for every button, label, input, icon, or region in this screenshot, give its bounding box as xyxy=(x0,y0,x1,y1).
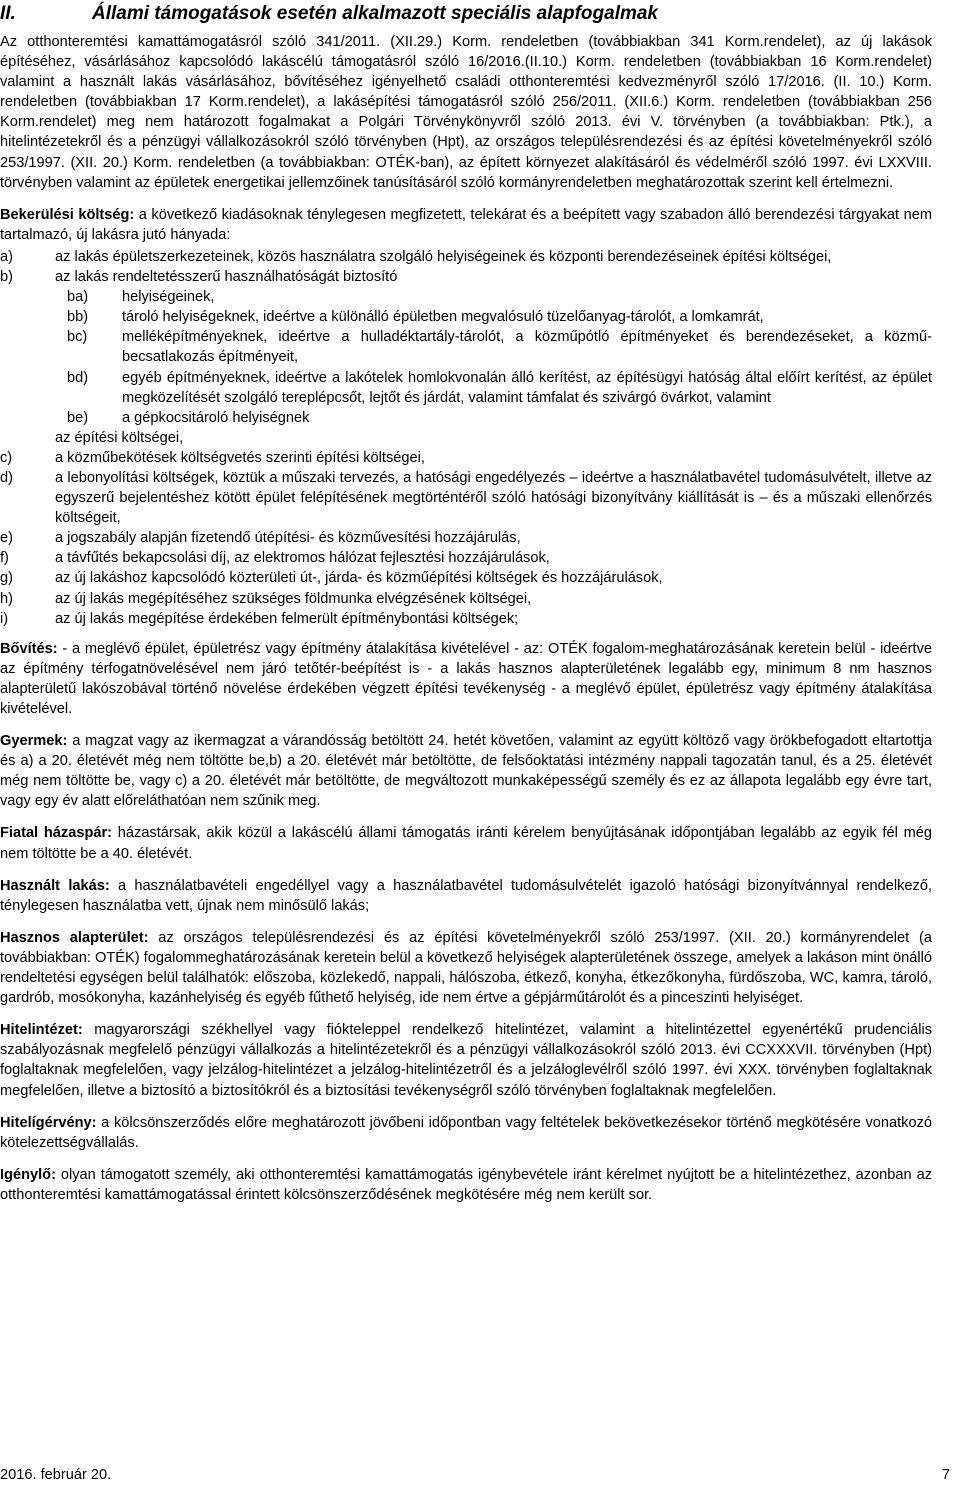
definition-text: a magzat vagy az ikermagzat a várandósság betöltött 24. hetét követően, valamint az együtt költöző vagy örökbefogadott eltartottja és a) a 20. életévét még nem töltötte be,b) a 20. életévét már betöltötte, de felsőoktatási intézmény nappali tagozatán tanul, és a 25. életévét még nem töltötte be, vagy c) a 20. életévét már betöltötte, de megváltozott munkaképességű személy és ez az állapota legalább egy évre tart, vagy egy év alatt előreláthatóan nem szűnik meg. xyxy=(0,733,932,810)
sub-list xyxy=(67,287,932,428)
document-body xyxy=(0,32,932,1217)
definition-term: Hitelintézet: xyxy=(0,1022,83,1039)
list-text: a gépkocsitároló helyiségnek xyxy=(122,409,310,426)
page-number: 7 xyxy=(941,1467,950,1483)
list-text: az új lakás megépítése érdekében felmerült építménybontási költségek; xyxy=(55,610,519,627)
list-label: ba) xyxy=(67,289,89,306)
definition-text: - a meglévő épület, épületrész vagy építmény átalakítása kivételével - az: OTÉK fogalom-meghatározásának keretein belül - ideértve az építmény térfogatnövelésével nem járó tetőtér-beépítést is - a lakás hasznos alapterületének legalább egy, minimum 8 nm hasznos alapterületű lakószobával történő növelése érdekében végzett építési tevékenység - a meglévő épület, épületrész vagy építmény átalakítása kivételével. xyxy=(0,640,932,717)
list-text: a távfűtés bekapcsolási díj, az elektromos hálózat fejlesztési hozzájárulások, xyxy=(55,550,550,567)
definition-igenylo xyxy=(0,1165,932,1205)
list-item xyxy=(0,448,932,468)
definition-text: a használatbavételi engedéllyel vagy a használatbavétel tudomásulvételét igazoló hatósági bizonyítvánnyal rendelkező, ténylegesen használatba vett, újnak nem minősülő lakás; xyxy=(0,877,932,914)
definition-text: olyan támogatott személy, aki otthonteremtési kamattámogatás igénybevétele iránt kérelmet nyújtott be a hitelintézethez, azonban az otthonteremtési kamattámogatással érintett kölcsönszerződésének megkötésére még nem került sor. xyxy=(0,1166,932,1203)
list-text: a közműbekötések költségvetés szerinti építési költségei, xyxy=(55,449,425,466)
page-footer xyxy=(0,1467,950,1483)
definition-gyermek xyxy=(0,731,932,811)
list-item xyxy=(0,568,932,588)
definition-term: Hasznos alapterület: xyxy=(0,929,149,946)
list-text: az új lakás megépítéséhez szükséges földmunka elvégzésének költségei, xyxy=(55,590,532,607)
list-label: g) xyxy=(0,570,13,587)
sub-list-tail: az építési költségei, xyxy=(55,429,184,446)
definition-term: Hitelígérvény: xyxy=(0,1114,97,1131)
list-label: bd) xyxy=(67,369,89,386)
cost-list xyxy=(0,247,932,629)
list-text: egyéb építményeknek, ideértve a lakótelek homlokvonalán álló kerítést, az építésügyi hatóság által előírt kerítést, az épület megközelítését szolgáló tereplépcsőt, lejtőt és járdát, valamint támfalat és szivárgó övárkot, valamint xyxy=(122,369,932,406)
definition-term: Gyermek: xyxy=(0,733,68,750)
list-label: h) xyxy=(0,590,13,607)
list-label: f) xyxy=(0,550,9,567)
list-item xyxy=(0,548,932,568)
definition-term: Bekerülési költség: xyxy=(0,206,135,223)
section-title: Állami támogatások esetén alkalmazott speciális alapfogalmak xyxy=(92,3,659,24)
list-label: i) xyxy=(0,610,9,627)
list-label: e) xyxy=(0,530,13,547)
list-text: az lakás rendeltetésszerű használhatóságát biztosító xyxy=(55,269,398,286)
list-item xyxy=(0,247,932,267)
list-text: az új lakáshoz kapcsolódó közterületi út-, járda- és közműépítési költségek és hozzájárulások, xyxy=(55,570,663,587)
intro-paragraph: Az otthonteremtési kamattámogatásról szóló 341/2011. (XII.29.) Korm. rendeletben (továbbiakban 341 Korm.rendelet), az új lakások építéséhez, vásárlásához kapcsolódó lakáscélú támogatásról szóló 16/2016.(II.10.) Korm. rendeletben (továbbiakban 16 Korm.rendelet) valamint a használt lakás vásárlásához, bővítéséhez igényelhető családi otthonteremtési kedvezményről szóló 17/2016. (II. 10.) Korm. rendeletben (továbbiakban 17 Korm.rendelet), a lakásépítési támogatásról szóló 256/2011. (XII.6.) Korm. rendeletben (továbbiakban 256 Korm.rendelet) meg nem határozott fogalmakat a Polgári Törvénykönyvről szóló 2013. évi V. törvényben (a továbbiakban: Ptk.), a hitelintézetekről és a pénzügyi vállalkozásokról szóló törvényben (Hpt), az országos településrendezési és az építési követelményekről szóló 253/1997. (XII. 20.) Korm. rendeletben (a továbbiakban: OTÉK-ban), az épített környezet alakításáról és védelméről szóló 1997. évi LXXVIII. törvényben valamint az épületek energetikai jellemzőinek tanúsításáról szóló kormányrendeletben meghatározottak szerint kell értelmezni. xyxy=(0,34,932,191)
sub-list-item xyxy=(67,408,932,428)
list-label: c) xyxy=(0,449,13,466)
sub-list-item xyxy=(67,307,932,327)
list-item xyxy=(0,528,932,548)
sub-list-item xyxy=(67,327,932,367)
definition-hasznos-alapterulet xyxy=(0,928,932,1008)
definition-bovites xyxy=(0,639,932,719)
list-item xyxy=(0,468,932,528)
definition-fiatal-hazaspar xyxy=(0,823,932,863)
definition-hiteligerveny xyxy=(0,1113,932,1153)
list-item xyxy=(0,267,932,287)
list-label: be) xyxy=(67,409,89,426)
footer-date: 2016. február 20. xyxy=(0,1467,112,1483)
definition-term: Igénylő: xyxy=(0,1166,56,1183)
definition-text: magyarországi székhellyel vagy fiókteleppel rendelkező hitelintézet, valamint a hitelintézettel egyenértékű prudenciális szabályozásnak megfelelő pénzügyi vállalkozás a hitelintézetekről és a pénzügyi vállalkozásokról szóló 2013. évi CCXXXVII. törvényben (Hpt) foglaltaknak megfelelően, vagy jelzálog-hitelintézet a jelzálog-hitelintézetről és a jelzáloglevélről szóló 1997. évi XXX. törvényben foglaltaknak megfelelően, illetve a biztosító a biztosítókról és a biztosítási tevékenységről szóló törvényben foglaltaknak megfelelően. xyxy=(0,1022,932,1099)
list-label: a) xyxy=(0,248,13,265)
list-label: b) xyxy=(0,269,13,286)
list-label: bb) xyxy=(67,309,89,326)
definition-hitelintezet xyxy=(0,1020,932,1100)
list-text: tároló helyiségeknek, ideértve a különálló épületben megvalósuló tüzelőanyag-tárolót, a lomkamrát, xyxy=(122,309,764,326)
definition-bekerulesi xyxy=(0,205,932,245)
list-text: a lebonyolítási költségek, köztük a műszaki tervezés, a hatósági engedélyezés – ideértve a használatbavétel tudomásulvételt, illetve az egyszerű bejelentéshez kötött épület felépítésének megtörténtéről szóló hatósági bizonyítvány kiállítását is – és a műszaki ellenőrzés költségeit, xyxy=(55,469,932,527)
definition-text: az országos településrendezési és az építési követelményekről szóló 253/1997. (XII. 20.) kormányrendelet (a továbbiakban: OTÉK) fogalommeghatározásának keretein belül a következő helyiségek alapterületének összege, amelyek a lakáson mint önálló rendeltetési egységen belül találhatók: előszoba, közlekedő, nappali, hálószoba, étkező, konyha, étkezőkonyha, fürdőszoba, WC, kamra, tároló, gardrób, mosókonyha, kazánhelyiség és egyéb fűthető helyiség, ide nem értve a gépjárműtárolót és a pinceszinti helyiséget. xyxy=(0,929,932,1007)
list-text: melléképítményeknek, ideértve a hulladéktartály-tárolót, a közműpótló építményeket és berendezéseket, a közmű-becsatlakozás építményeit, xyxy=(122,329,932,366)
definition-text: a kölcsönszerződés előre meghatározott jövőbeni időpontban vagy feltételek bekövetkezésekor történő megkötésére vonatkozó kötelezettségvállalás. xyxy=(0,1114,932,1151)
definition-text: házastársak, akik közül a lakáscélú állami támogatás iránti kérelem benyújtásának időpontjában legalább az egyik fél még nem töltötte be a 40. életévét. xyxy=(0,825,932,862)
definition-term: Használt lakás: xyxy=(0,877,110,894)
section-number: II. xyxy=(0,3,16,24)
definition-term: Fiatal házaspár: xyxy=(0,825,113,842)
section-heading xyxy=(0,2,658,26)
list-text: helyiségeinek, xyxy=(122,289,215,306)
list-label: d) xyxy=(0,469,13,486)
definition-hasznalt-lakas xyxy=(0,876,932,916)
sub-list-item xyxy=(67,287,932,307)
definition-term: Bővítés: xyxy=(0,640,58,657)
list-text: a jogszabály alapján fizetendő útépítési- és közművesítési hozzájárulás, xyxy=(55,530,521,547)
list-item xyxy=(0,609,932,629)
list-text: az lakás épületszerkezeteinek, közös használatra szolgáló helyiségeinek és központi berendezéseinek építési költségei, xyxy=(55,248,832,265)
list-item xyxy=(0,589,932,609)
list-label: bc) xyxy=(67,329,88,346)
definition-text: a következő kiadásoknak ténylegesen megfizetett, telekárat és a beépített vagy szabadon álló berendezési tárgyakat nem tartalmazó, új lakásra jutó hányada: xyxy=(0,206,932,243)
sub-list-item xyxy=(67,368,932,408)
